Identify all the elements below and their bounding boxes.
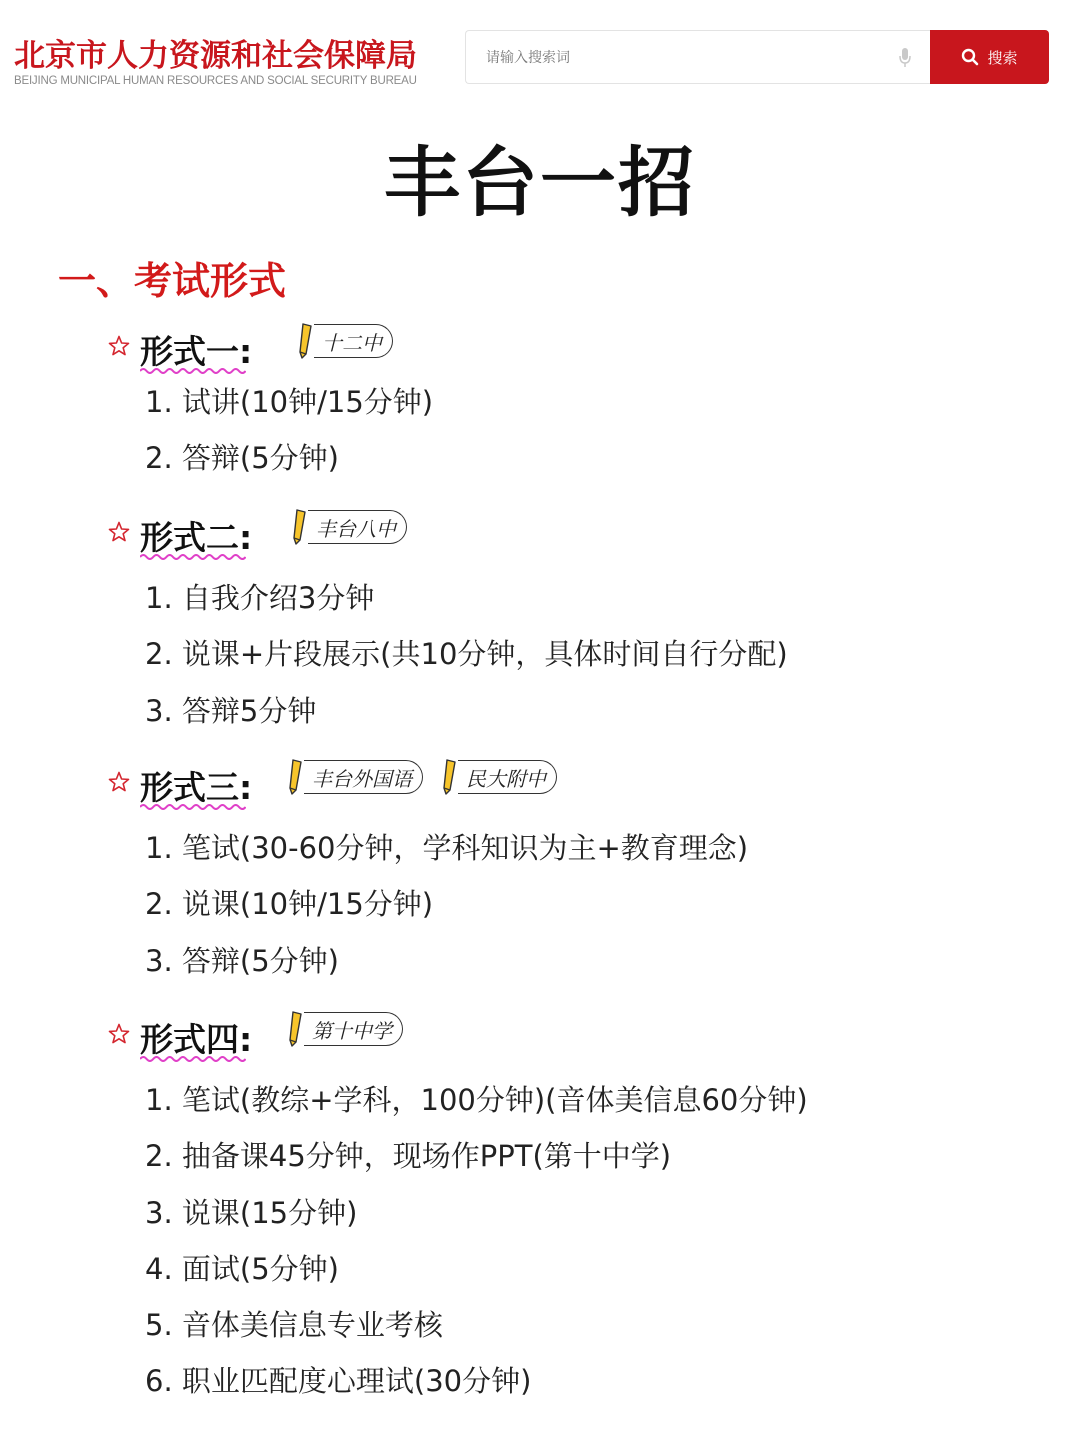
list-item: 1. 笔试(教综+学科，100分钟)(音体美信息60分钟) [145,1083,808,1117]
school-tag-label: 丰台八中 [308,510,407,544]
school-tag-label: 十二中 [314,324,393,358]
list-item: 2. 抽备课45分钟，现场作PPT(第十中学) [145,1139,672,1174]
site-header [0,0,1080,110]
search-icon [961,48,979,66]
school-tag-label: 第十中学 [304,1012,403,1046]
list-item: 3. 说课(15分钟) [145,1195,358,1230]
school-tag [438,756,557,798]
list-item: 4. 面试(5分钟) [145,1251,339,1286]
form-label: 形式三: [140,768,253,807]
item-list [145,578,788,747]
item-list [145,828,748,997]
list-item: 1. 试讲(10钟/15分钟) [145,385,434,419]
school-tag-label: 丰台外国语 [304,760,423,794]
list-item: 3. 答辩(5分钟) [145,943,339,978]
list-item: 3. 答辩5分钟 [145,693,317,728]
wavy-underline [140,553,246,561]
school-tag [284,1008,403,1050]
list-item: 1. 自我介绍3分钟 [145,581,375,615]
list-item: 5. 音体美信息专业考核 [145,1308,443,1343]
form-label: 形式四: [140,1020,253,1059]
star-icon [108,521,130,543]
wavy-underline [140,367,246,375]
star-icon [108,335,130,357]
list-item: 6. 职业匹配度心理试(30分钟) [145,1364,532,1399]
item-list [145,1080,808,1418]
wavy-underline [140,1055,246,1063]
search-input[interactable] [484,31,888,85]
form-label: 形式二: [140,518,253,557]
search-button-label: 搜索 [987,48,1018,67]
item-list [145,382,433,495]
microphone-icon[interactable] [898,47,912,69]
search-button[interactable] [930,30,1049,84]
wavy-underline [140,803,246,811]
form-label: 形式一: [140,332,253,371]
page-title: 丰台一招 [384,138,696,227]
section-heading: 一、考试形式 [58,259,287,303]
list-item: 2. 说课+片段展示(共10分钟，具体时间自行分配) [145,637,788,672]
star-icon [108,1023,130,1045]
search-box [465,30,931,84]
logo-chinese[interactable]: 北京市人力资源和社会保障局 [14,38,417,74]
logo-english: BEIJING MUNICIPAL HUMAN RESOURCES AND SOCIAL SECURITY BUREAU [14,75,417,87]
school-tag [284,756,423,798]
school-tag [294,320,393,362]
list-item: 2. 说课(10钟/15分钟) [145,887,434,922]
school-tag-label: 民大附中 [458,760,557,794]
list-item: 1. 笔试(30-60分钟，学科知识为主+教育理念) [145,831,749,865]
list-item: 2. 答辩(5分钟) [145,441,339,476]
star-icon [108,771,130,793]
school-tag [288,506,407,548]
